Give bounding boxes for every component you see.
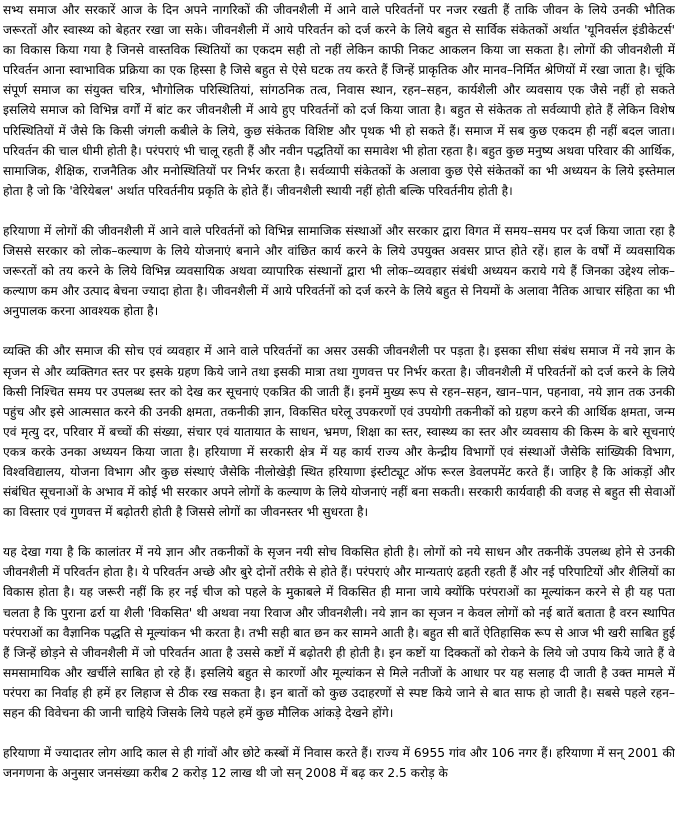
paragraph-haryana-population: हरियाणा में ज्यादातर लोग आदि काल से ही गांवों और छोटे कस्बों में निवास करते हैं। राज्य में 6955 गांव और 106 नगर हैं। हरियाणा में सन् 2001 की जनगणना के अनुसार जनसंख्या करीब 2 करोड़ 12 लाख थी जो सन् 2008 में बढ़ कर 2.5 करोड़ के	[3, 746, 675, 781]
paragraph-lifestyle-indicators: सभ्य समाज और सरकारें आज के दिन अपने नागरिकों की जीवनशैली में आने वाले परिवर्तनों पर नजर रखती हैं ताकि जीवन के लिये उनकी भौतिक जरूरतों और स्वास्थ्य को बेहतर रखा जा सके। जीवनशैली में आये परिवर्तन को दर्ज करने के लिये बहुत से सार्विक संकेतकों अर्थात 'यूनिवर्सल इंडीकेटर्स' का विकास किया गया है जिनसे वास्तविक स्थितियों का एकदम सही तो नहीं लेकिन काफी निकट आकलन किया जा सकता है। लोगों की जीवनशैली में परिवर्तन आना स्वाभाविक प्रक्रिया का एक हिस्सा है जिसे बहुत से ऐसे घटक तय करते हैं जिन्हें प्राकृतिक और मानव–निर्मित श्रेणियों में रखा जाता है। चूंकि संपूर्ण समाज का संयुक्त चरित्र, भौगोलिक परिस्थितियां, सांगठनिक तत्व, निवास स्थान, रहन–सहन, कार्यशैली और व्यवसाय एक जैसे नहीं हो सकते इसलिये समाज को विभिन्न वर्गों में बांट कर जीवनशैली में आये हुए परिवर्तनों को दर्ज किया जाता है। बहुत से संकेतक तो सर्वव्यापी होते हैं लेकिन विशेष परिस्थितियों में जैसे कि किसी जंगली कबीले के लिये, कुछ संकेतक विशिष्ट और पृथक भी हो सकते हैं। समाज में सब कुछ एकदम ही नहीं बदल जाता। परिवर्तन की चाल धीमी होती है। परंपराएं भी चालू रहती हैं और नवीन पद्धतियों का समावेश भी होता रहता है। बहुत कुछ मनुष्य अथवा परिवार की आर्थिक, सामाजिक, शैक्षिक, राजनैतिक और मनोस्थितियों पर निर्भर करता है। सर्वव्यापी संकेतकों के अलावा कुछ ऐसे संकेतकों का भी अध्ययन के लिये इस्तेमाल होता है जो कि 'वेरियेबल' अर्थात परिवर्तनीय प्रकृति के होते हैं। जीवनशैली स्थायी नहीं होती बल्कि परिवर्तनीय होती है।	[3, 3, 675, 198]
paragraph-spacer	[3, 723, 675, 743]
paragraph-spacer	[3, 522, 675, 542]
paragraph-spacer	[3, 201, 675, 221]
paragraph-knowledge-creation: व्यक्ति की और समाज की सोच एवं व्यवहार में आने वाले परिवर्तनों का असर उसकी जीवनशैली पर पड़ता है। इसका सीधा संबंध समाज में नये ज्ञान के सृजन से और व्यक्तिगत स्तर पर इसके ग्रहण किये जाने तथा इसकी मात्रा तथा गुणवत्त पर निर्भर करता है। जीवनशैली में परिवर्तनों को दर्ज करने के लिये किसी निश्चित समय पर उपलब्ध स्तर को देख कर सूचनाएं एकत्रित की जाती हैं। इनमें मुख्य रूप से रहन–सहन, खान–पान, पहनावा, नये ज्ञान तक उनकी पहुंच और इसे आत्मसात करने की उनकी क्षमता, तकनीकी ज्ञान, विकसित घरेलू उपकरणों एवं उपयोगी तकनीकों को ग्रहण करने की आर्थिक क्षमता, जन्म एवं मृत्यु दर, परिवार में बच्चों की संख्या, संचार एवं यातायात के साधन, भ्रमण, शिक्षा का स्तर, स्वास्थ्य का स्तर और व्यवसाय की किस्म के बारे सूचनाएं एकत्र करके उनका अध्ययन किया जाता है। हरियाणा में सरकारी क्षेत्र में यह कार्य राज्य और केन्द्रीय विभागों एवं संस्थाओं जैसेकि सांख्यिकी विभाग, विश्वविद्यालय, योजना विभाग और कुछ संस्थाएं जैसेकि नीलोखेड़ी स्थित हरियाणा इंस्टीट्यूट ऑफ रूरल डेवलपमेंट करते हैं। जाहिर है कि आंकड़ों और संबंधित सूचनाओं के अभाव में कोई भी सरकार अपने लोगों के कल्याण के लिये योजनाएं नहीं बना सकती। सरकारी कार्यवाही की वजह से बहुत सी सेवाओं का विस्तार एवं गुणवत्त में बढ़ोतरी होती है जिससे लोगों का जीवनस्तर भी सुधरता है।	[3, 344, 675, 520]
paragraph-tradition-evaluation: यह देखा गया है कि कालांतर में नये ज्ञान और तकनीकों के सृजन नयी सोच विकसित होती है। लोगों को नये साधन और तकनीकें उपलब्ध होने से उनकी जीवनशैली में परिवर्तन होता है। ये परिवर्तन अच्छे और बुरे दोनों तरीके से होते हैं। परंपराएं और मान्यताएं ढहती रहती हैं और नई परिपाटियों और शैलियों का विकास होता है। यह जरूरी नहीं कि हर नई चीज को पहले के मुकाबले में विकसित ही माना जाये क्योंकि परंपराओं का मूल्यांकन करने से ही यह पता चलता है कि पुराना ढर्रा या शैली 'विकसित' थी अथवा नया रिवाज और जीवनशैली। नये ज्ञान का सृजन न केवल लोगों को नई बातें बताता है वरन स्थापित परंपराओं का वैज्ञानिक पद्धति से मूल्यांकन भी करता है। तभी सही बात छन कर सामने आती है। बहुत सी बातें ऐतिहासिक रूप से आज भी खरी साबित हुई हैं जिन्हें छोड़ने से जीवनशैली में जो परिवर्तन आता है उससे कष्टों में बढ़ोतरी ही होती है। इन कष्टों या दिक्कतों को रोकने के लिये जो उपाय किये जाते हैं वे समसामायिक और खर्चीले साबित हो रहे हैं। इसलिये बहुत से कारणों और मूल्यांकन से मिले नतीजों के आधार पर यह सलाह दी जाती है उक्त मामले में परंपरा का निर्वाह ही हमें हर लिहाज से ठीक रख सकता है। इन बातों को कुछ उदाहरणों से स्पष्ट किये जाने से बात साफ हो जाती है। सबसे पहले रहन–सहन की विवेचना की जानी चाहिये जिसके लिये पहले हमें कुछ मौलिक आंकड़े देखने होंगे।	[3, 545, 675, 720]
document-page	[3, 0, 675, 830]
paragraph-spacer	[3, 321, 675, 341]
paragraph-haryana-records: हरियाणा में लोगों की जीवनशैली में आने वाले परिवर्तनों को विभिन्न सामाजिक संस्थाओं और सरकार द्वारा विगत में समय–समय पर दर्ज किया जाता रहा है जिससे सरकार को लोक–कल्याण के लिये योजनाएं बनाने और वांछित कार्य करने के लिये उपयुक्त अवसर प्राप्त होते रहें। हाल के वर्षों में व्यवसायिक जरूरतों को तय करने के लिये विभिन्न व्यवसायिक अथवा व्यापारिक संस्थानों द्वारा भी लोक–व्यवहार संबंधी अध्ययन कराये गये हैं जिनका उद्देश्य लोक–कल्याण कम और उत्पाद बेचना ज्यादा होता है। जीवनशैली में आये परिवर्तनों को दर्ज करने के लिये बहुत से नियमों के अलावा नैतिक आचार संहिता का भी अनुपालक करना आवश्यक होता है।	[3, 223, 675, 319]
